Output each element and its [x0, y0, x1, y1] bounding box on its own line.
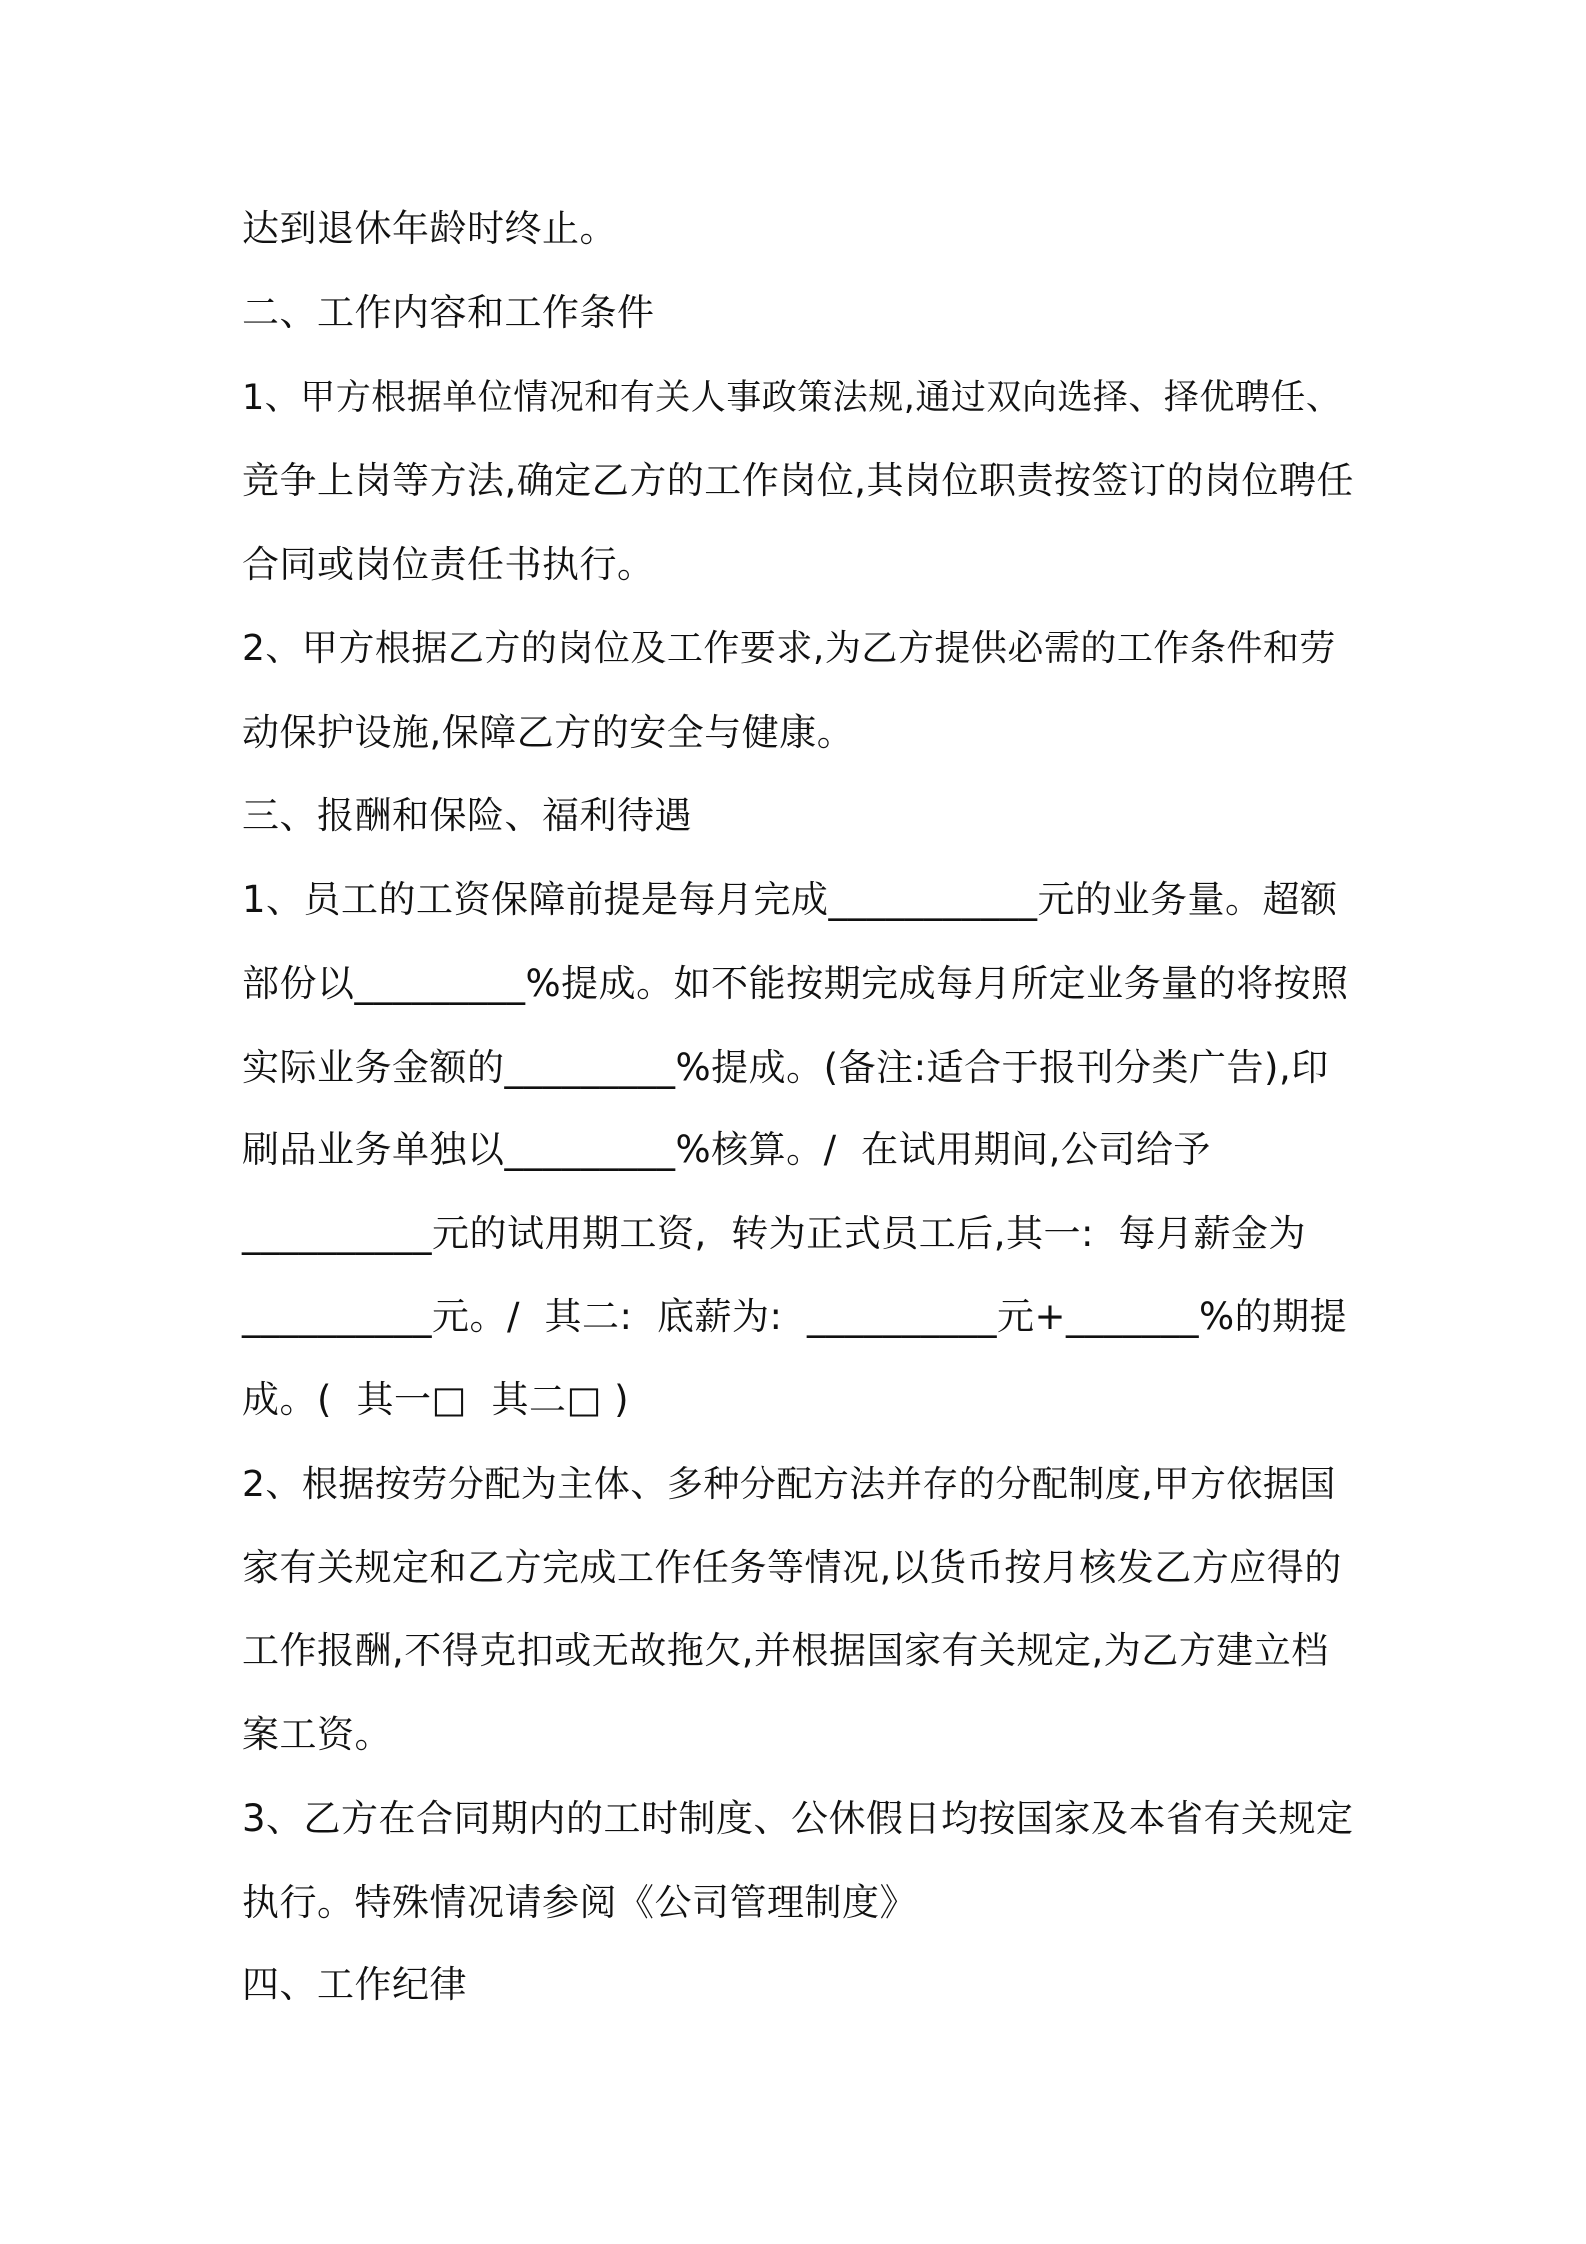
text-line: 实际业务金额的_________%提成。(备注:适合于报刊分类广告),印 [242, 1046, 1329, 1089]
text-line: 成。( 其一□ 其二□ ) [242, 1378, 630, 1421]
text-line: 工作报酬,不得克扣或无故拖欠,并根据国家有关规定,为乙方建立档 [242, 1629, 1329, 1672]
text-line: __________元的试用期工资, 转为正式员工后,其一: 每月薪金为 [242, 1212, 1307, 1255]
text-line: 执行。特殊情况请参阅《公司管理制度》 [242, 1881, 917, 1924]
text-line: 家有关规定和乙方完成工作任务等情况,以货币按月核发乙方应得的 [242, 1546, 1342, 1589]
text-line: 2、根据按劳分配为主体、多种分配方法并存的分配制度,甲方依据国 [242, 1464, 1336, 1505]
text-line: 合同或岗位责任书执行。 [242, 543, 655, 586]
text-line: 刷品业务单独以_________%核算。/ 在试用期间,公司给予 [242, 1128, 1211, 1171]
text-line: 1、甲方根据单位情况和有关人事政策法规,通过双向选择、择优聘任、 [242, 378, 1342, 418]
text-line: 案工资。 [242, 1713, 392, 1756]
section-heading: 三、报酬和保险、福利待遇 [242, 794, 692, 837]
text-line: 2、甲方根据乙方的岗位及工作要求,为乙方提供必需的工作条件和劳 [242, 628, 1336, 669]
text-line: __________元。/ 其二: 底薪为: __________元+_______%的期提 [242, 1295, 1348, 1338]
text-line: 竞争上岗等方法,确定乙方的工作岗位,其岗位职责按签订的岗位聘任 [242, 459, 1355, 502]
section-heading: 四、工作纪律 [242, 1963, 467, 2006]
section-heading: 二、工作内容和工作条件 [242, 291, 655, 334]
text-line: 3、乙方在合同期内的工时制度、公休假日均按国家及本省有关规定 [242, 1797, 1354, 1840]
text-line: 部份以_________%提成。如不能按期完成每月所定业务量的将按照 [242, 962, 1349, 1005]
text-line: 1、员工的工资保障前提是每月完成___________元的业务量。超额 [242, 878, 1338, 921]
text-line: 动保护设施,保障乙方的安全与健康。 [242, 711, 855, 754]
text-line: 达到退休年龄时终止。 [242, 207, 617, 250]
